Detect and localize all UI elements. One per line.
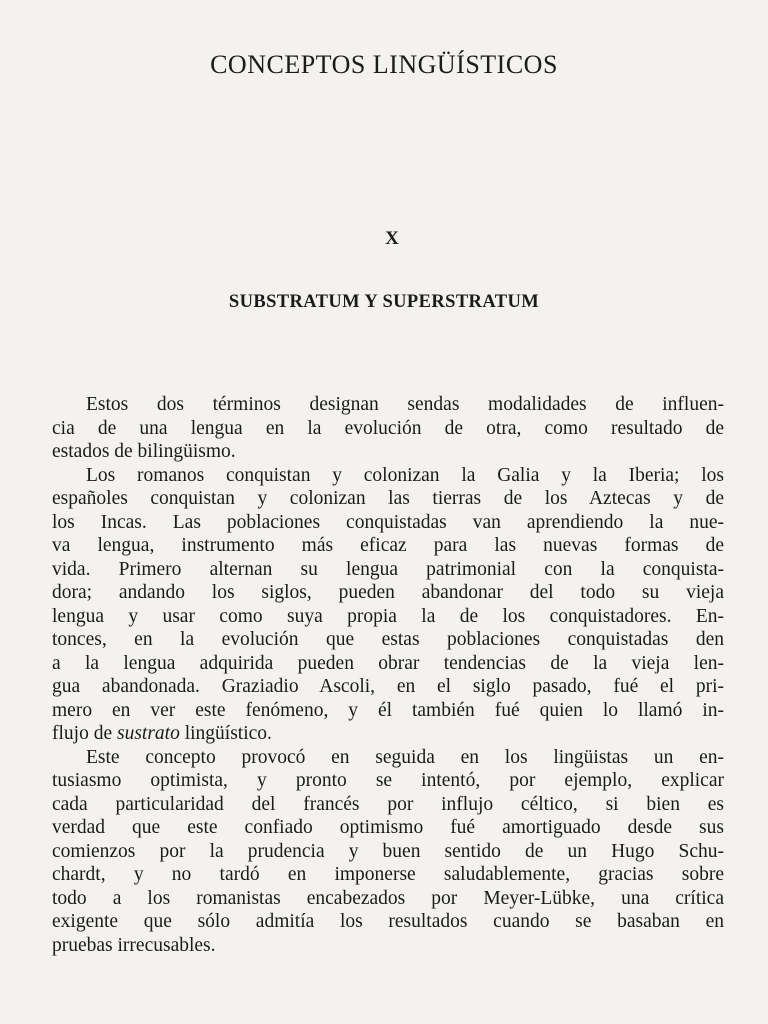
text-line: mero en ver este fenómeno, y él también fué quien lo llamó in- — [52, 699, 724, 721]
text-line: tusiasmo optimista, y pronto se intentó, por ejemplo, explicar — [52, 770, 724, 791]
text-line: Estos dos términos designan sendas modalidades de influen- — [86, 394, 724, 415]
text-line: lengua y usar como suya propia la de los conquistadores. En- — [52, 605, 724, 627]
chapter-title: SUBSTRATUM Y SUPERSTRATUM — [228, 292, 540, 312]
text-line: cia de una lengua en la evolución de otra, como resultado de — [52, 417, 724, 439]
text-line: Este concepto provocó en seguida en los lingüistas un en- — [86, 746, 724, 768]
text-line: exigente que sólo admitía los resultados cuando se basaban en — [52, 911, 724, 932]
text-line: todo a los romanistas encabezados por Meyer-Lübke, una crítica — [52, 887, 724, 909]
paragraph-1 — [52, 393, 724, 464]
text-line: Los romanos conquistan y colonizan la Galia y la Iberia; los — [86, 464, 724, 486]
text-line: cada particularidad del francés por influjo céltico, si bien es — [52, 793, 724, 815]
body-text — [52, 393, 724, 957]
chapter-number: X — [385, 228, 399, 249]
text-line: vida. Primero alternan su lengua patrimonial con la conquista- — [52, 558, 724, 580]
text-line: los Incas. Las poblaciones conquistadas van aprendiendo la nue- — [52, 511, 724, 533]
text-line: dora; andando los siglos, pueden abandonar del todo su vieja — [52, 582, 724, 603]
text-line: chardt, y no tardó en imponerse saludablemente, gracias sobre — [52, 864, 724, 885]
text-line — [52, 722, 724, 746]
text-line: comienzos por la prudencia y buen sentido de un Hugo Schu- — [52, 840, 724, 862]
running-head: CONCEPTOS LINGÜÍSTICOS — [210, 50, 558, 79]
text-line: va lengua, instrumento más eficaz para las nuevas formas de — [52, 535, 724, 556]
text-line: españoles conquistan y colonizan las tierras de los Aztecas y de — [52, 488, 724, 509]
paragraph-3 — [52, 746, 724, 958]
text-line: a la lengua adquirida pueden obrar tendencias de la vieja len- — [52, 652, 724, 674]
text-line: tonces, en la evolución que estas poblaciones conquistadas den — [52, 629, 724, 650]
text-line: verdad que este confiado optimismo fué amortiguado desde sus — [52, 817, 724, 838]
emphasized-term: sustrato — [116, 723, 180, 744]
text-segment: flujo de — [52, 723, 117, 744]
text-line: estados de bilingüismo. — [52, 441, 236, 462]
text-segment: lingüístico. — [179, 723, 272, 744]
paragraph-2 — [52, 464, 724, 746]
text-line: gua abandonada. Graziadio Ascoli, en el siglo pasado, fué el pri- — [52, 676, 724, 697]
text-line: pruebas irrecusables. — [52, 934, 216, 956]
